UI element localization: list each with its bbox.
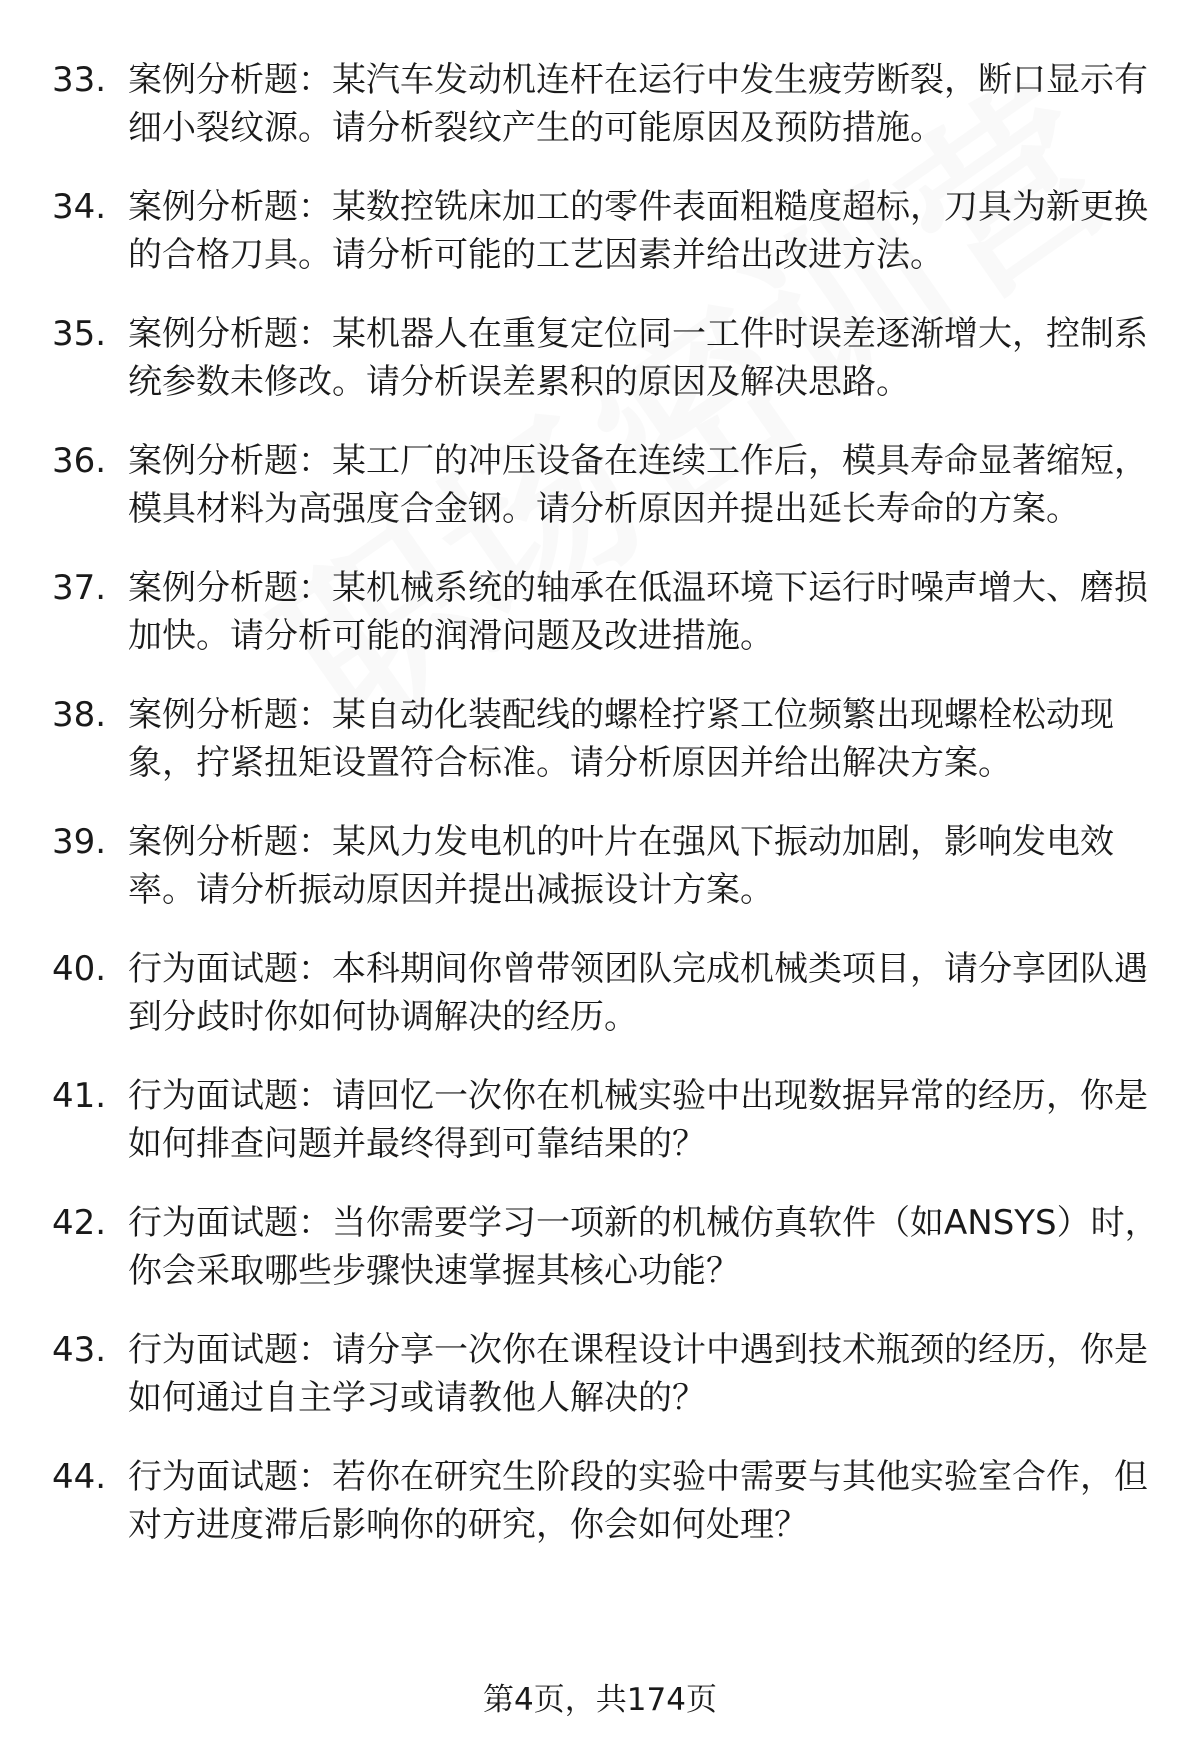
question-number: 34.	[52, 187, 107, 227]
question-text: 行为面试题：请分享一次你在课程设计中遇到技术瓶颈的经历，你是如何通过自主学习或请教他人解决的？	[128, 1330, 1148, 1418]
question-number: 40.	[52, 949, 107, 989]
question-item	[52, 945, 1162, 1041]
question-item	[52, 818, 1162, 914]
question-list	[52, 56, 1162, 1580]
question-item	[52, 437, 1162, 533]
question-number: 41.	[52, 1076, 107, 1116]
question-text: 行为面试题：本科期间你曾带领团队完成机械类项目，请分享团队遇到分歧时你如何协调解决的经历。	[128, 949, 1148, 1037]
question-text: 案例分析题：某汽车发动机连杆在运行中发生疲劳断裂，断口显示有细小裂纹源。请分析裂纹产生的可能原因及预防措施。	[128, 60, 1148, 148]
question-text: 行为面试题：请回忆一次你在机械实验中出现数据异常的经历，你是如何排查问题并最终得到可靠结果的？	[128, 1076, 1148, 1164]
question-item	[52, 1326, 1162, 1422]
question-number: 44.	[52, 1457, 107, 1497]
question-text: 案例分析题：某机械系统的轴承在低温环境下运行时噪声增大、磨损加快。请分析可能的润滑问题及改进措施。	[128, 568, 1148, 656]
question-number: 38.	[52, 695, 107, 735]
question-number: 35.	[52, 314, 107, 354]
question-item	[52, 1453, 1162, 1549]
question-item	[52, 310, 1162, 406]
question-item	[52, 56, 1162, 152]
question-item	[52, 183, 1162, 279]
question-item	[52, 691, 1162, 787]
question-text: 案例分析题：某工厂的冲压设备在连续工作后，模具寿命显著缩短，模具材料为高强度合金钢。请分析原因并提出延长寿命的方案。	[128, 441, 1148, 529]
question-text: 行为面试题：若你在研究生阶段的实验中需要与其他实验室合作，但对方进度滞后影响你的研究，你会如何处理？	[128, 1457, 1148, 1545]
question-text: 案例分析题：某自动化装配线的螺栓拧紧工位频繁出现螺栓松动现象，拧紧扭矩设置符合标准。请分析原因并给出解决方案。	[128, 695, 1114, 783]
question-number: 43.	[52, 1330, 107, 1370]
question-number: 39.	[52, 822, 107, 862]
question-number: 36.	[52, 441, 107, 481]
page-number-footer: 第4页，共174页	[483, 1682, 717, 1718]
question-item	[52, 1199, 1162, 1295]
question-item	[52, 564, 1162, 660]
question-text: 案例分析题：某机器人在重复定位同一工件时误差逐渐增大，控制系统参数未修改。请分析误差累积的原因及解决思路。	[128, 314, 1148, 402]
question-number: 42.	[52, 1203, 107, 1243]
question-text: 案例分析题：某数控铣床加工的零件表面粗糙度超标，刀具为新更换的合格刀具。请分析可能的工艺因素并给出改进方法。	[128, 187, 1148, 275]
question-text: 案例分析题：某风力发电机的叶片在强风下振动加剧，影响发电效率。请分析振动原因并提出减振设计方案。	[128, 822, 1114, 910]
question-item	[52, 1072, 1162, 1168]
question-number: 37.	[52, 568, 107, 608]
question-number: 33.	[52, 60, 107, 100]
question-text: 行为面试题：当你需要学习一项新的机械仿真软件（如ANSYS）时，你会采取哪些步骤快速掌握其核心功能？	[128, 1203, 1159, 1291]
